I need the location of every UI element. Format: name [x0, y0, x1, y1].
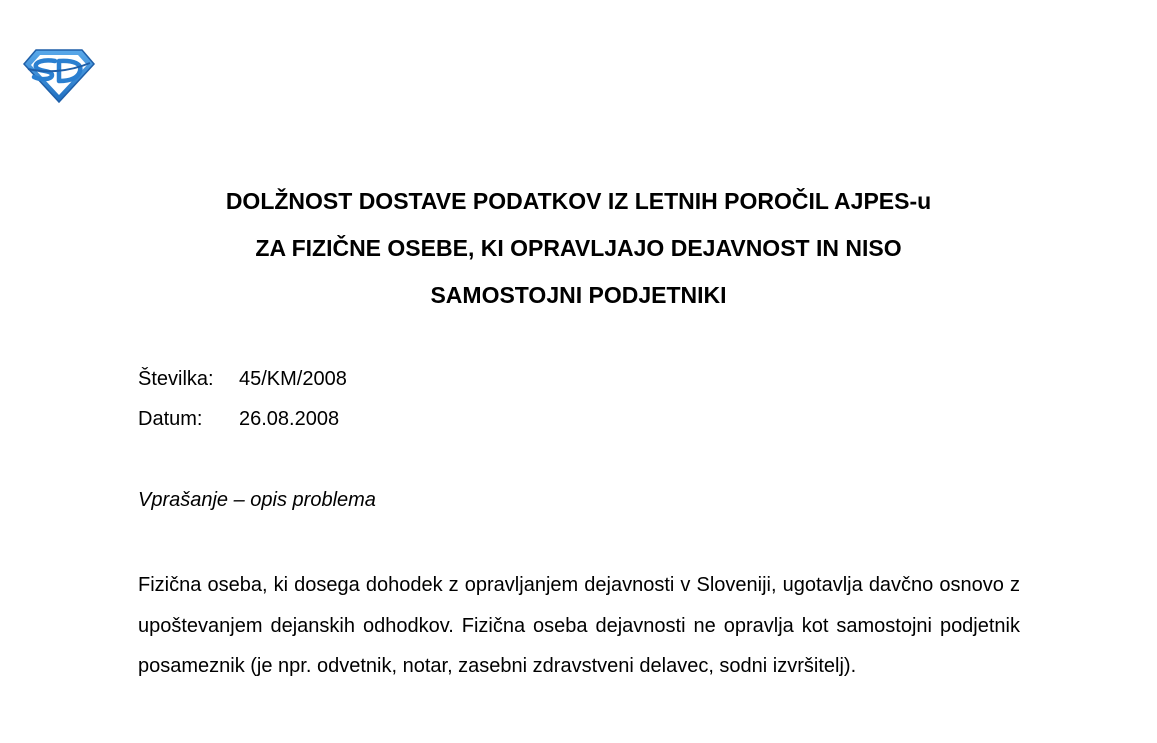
- document-title: [0, 178, 1157, 319]
- meta-number-row: [138, 365, 347, 405]
- number-label: Številka:: [138, 368, 214, 390]
- section-heading: Vprašanje – opis problema: [138, 489, 376, 511]
- body-paragraph: Fizična oseba, ki dosega dohodek z opravljanjem dejavnosti v Sloveniji, ugotavlja davčno osnovo z upoštevanjem dejanskih odhodkov. Fizična oseba dejavnosti ne opravlja kot samostojni podjetnik posameznik (je npr. odvetnik, notar, zasebni zdravstveni delavec, sodni izvršitelj).: [138, 574, 1020, 677]
- title-line-1: DOLŽNOST DOSTAVE PODATKOV IZ LETNIH POROČIL AJPES-u: [225, 188, 932, 214]
- title-line-3: SAMOSTOJNI PODJETNIKI: [430, 282, 727, 308]
- document-meta: [138, 365, 347, 445]
- meta-date-row: [138, 405, 347, 445]
- date-label: Datum:: [138, 408, 203, 430]
- number-value: 45/KM/2008: [239, 368, 347, 390]
- sd-diamond-logo-icon: [22, 48, 96, 104]
- title-line-2: ZA FIZIČNE OSEBE, KI OPRAVLJAJO DEJAVNOST IN NISO: [255, 235, 902, 261]
- date-value: 26.08.2008: [239, 408, 340, 430]
